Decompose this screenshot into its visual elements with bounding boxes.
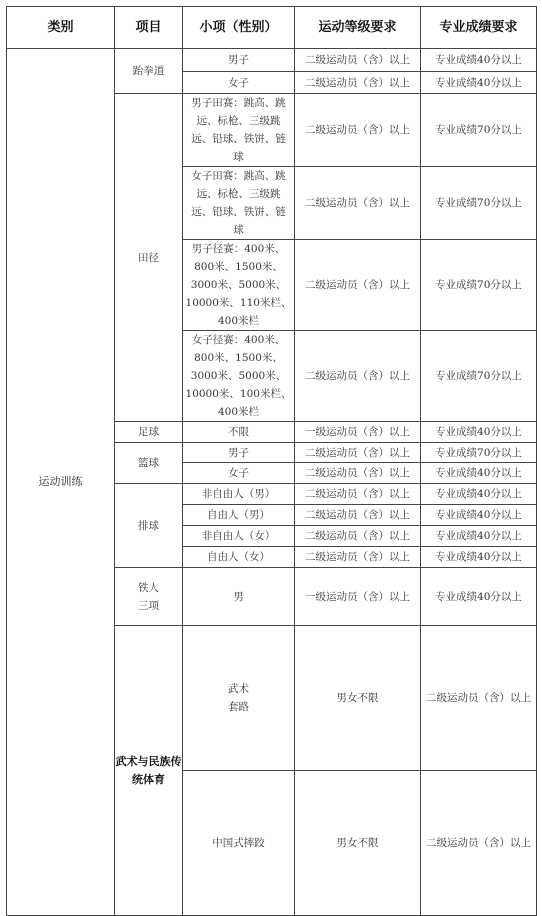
level-cell: 二级运动员（含）以上 [295, 49, 421, 72]
header-subitem: 小项（性别） [183, 7, 295, 49]
score-cell: 专业成绩70分以上 [421, 94, 537, 167]
level-cell: 二级运动员（含）以上 [295, 443, 421, 463]
score-cell: 专业成绩70分以上 [421, 443, 537, 463]
level-cell: 二级运动员（含）以上 [295, 526, 421, 547]
subitem-cell: 女子 [183, 463, 295, 484]
score-cell: 专业成绩70分以上 [421, 167, 537, 240]
requirements-table [6, 6, 537, 916]
subitem-cell: 非自由人（男） [183, 484, 295, 505]
project-cell: 田径 [115, 94, 183, 422]
score-cell: 专业成绩40分以上 [421, 49, 537, 72]
level-cell: 一级运动员（含）以上 [295, 422, 421, 443]
subitem-cell: 男女不限 [295, 626, 421, 771]
table-row [7, 49, 537, 72]
header-row [7, 7, 537, 49]
level-cell: 二级运动员（含）以上 [295, 463, 421, 484]
subitem-cell: 男子 [183, 443, 295, 463]
level-cell: 二级运动员（含）以上 [295, 72, 421, 94]
subitem-cell: 非自由人（女） [183, 526, 295, 547]
project-cell [183, 626, 295, 771]
level-cell: 一级运动员（含）以上 [295, 568, 421, 626]
header-score: 专业成绩要求 [421, 7, 537, 49]
subitem-cell: 男 [183, 568, 295, 626]
subitem-cell [183, 331, 295, 422]
score-cell: 专业成绩40分以上 [421, 547, 537, 568]
subitem-cell [183, 94, 295, 167]
score-cell: 专业成绩40分以上 [421, 526, 537, 547]
level-cell: 二级运动员（含）以上 [421, 771, 537, 916]
level-cell: 二级运动员（含）以上 [295, 94, 421, 167]
score-cell: 专业成绩40分以上 [421, 484, 537, 505]
project-cell: 中国式摔跤 [183, 771, 295, 916]
subitem-cell: 男女不限 [295, 771, 421, 916]
subitem-cell: 自由人（女） [183, 547, 295, 568]
subitem-line: 女子径赛：400米、 800米、1500米、 3000米、5000米、 10000米、100米栏、 400米栏 [185, 334, 292, 418]
subitem-cell [183, 240, 295, 331]
subitem-line: 女子田赛：跳高、跳 远、标枪、三级跳 远、铅球、铁饼、链 球 [191, 170, 286, 236]
category-cell: 武术与民族传统体育 [115, 626, 183, 916]
score-cell: 专业成绩40分以上 [421, 463, 537, 484]
score-cell: 专业成绩40分以上 [421, 422, 537, 443]
subitem-line: 男子径赛：400米、 800米、1500米、 3000米、5000米、 10000米、110米栏、 400米栏 [185, 243, 292, 327]
project-cell [115, 568, 183, 626]
level-cell: 二级运动员（含）以上 [295, 167, 421, 240]
subitem-line: 男子田赛：跳高、跳 远、标枪、三级跳 远、铅球、铁饼、链 球 [191, 97, 286, 163]
project-label: 武术 套路 [228, 683, 249, 713]
score-cell: 专业成绩70分以上 [421, 240, 537, 331]
header-level: 运动等级要求 [295, 7, 421, 49]
level-cell: 二级运动员（含）以上 [295, 547, 421, 568]
subitem-cell [183, 167, 295, 240]
level-cell: 二级运动员（含）以上 [295, 484, 421, 505]
score-cell: 专业成绩70分以上 [421, 331, 537, 422]
score-cell: 专业成绩40分以上 [421, 568, 537, 626]
header-project: 项目 [115, 7, 183, 49]
subitem-cell: 自由人（男） [183, 505, 295, 526]
project-cell: 排球 [115, 484, 183, 568]
project-cell: 篮球 [115, 443, 183, 484]
subitem-cell: 不限 [183, 422, 295, 443]
project-label: 铁人 三项 [138, 581, 159, 612]
project-cell: 足球 [115, 422, 183, 443]
subitem-cell: 男子 [183, 49, 295, 72]
level-cell: 二级运动员（含）以上 [421, 626, 537, 771]
subitem-cell: 女子 [183, 72, 295, 94]
category-cell: 运动训练 [7, 49, 115, 916]
level-cell: 二级运动员（含）以上 [295, 240, 421, 331]
level-cell: 二级运动员（含）以上 [295, 331, 421, 422]
project-cell: 跆拳道 [115, 49, 183, 94]
header-category: 类别 [7, 7, 115, 49]
score-cell: 专业成绩40分以上 [421, 72, 537, 94]
score-cell: 专业成绩40分以上 [421, 505, 537, 526]
level-cell: 二级运动员（含）以上 [295, 505, 421, 526]
